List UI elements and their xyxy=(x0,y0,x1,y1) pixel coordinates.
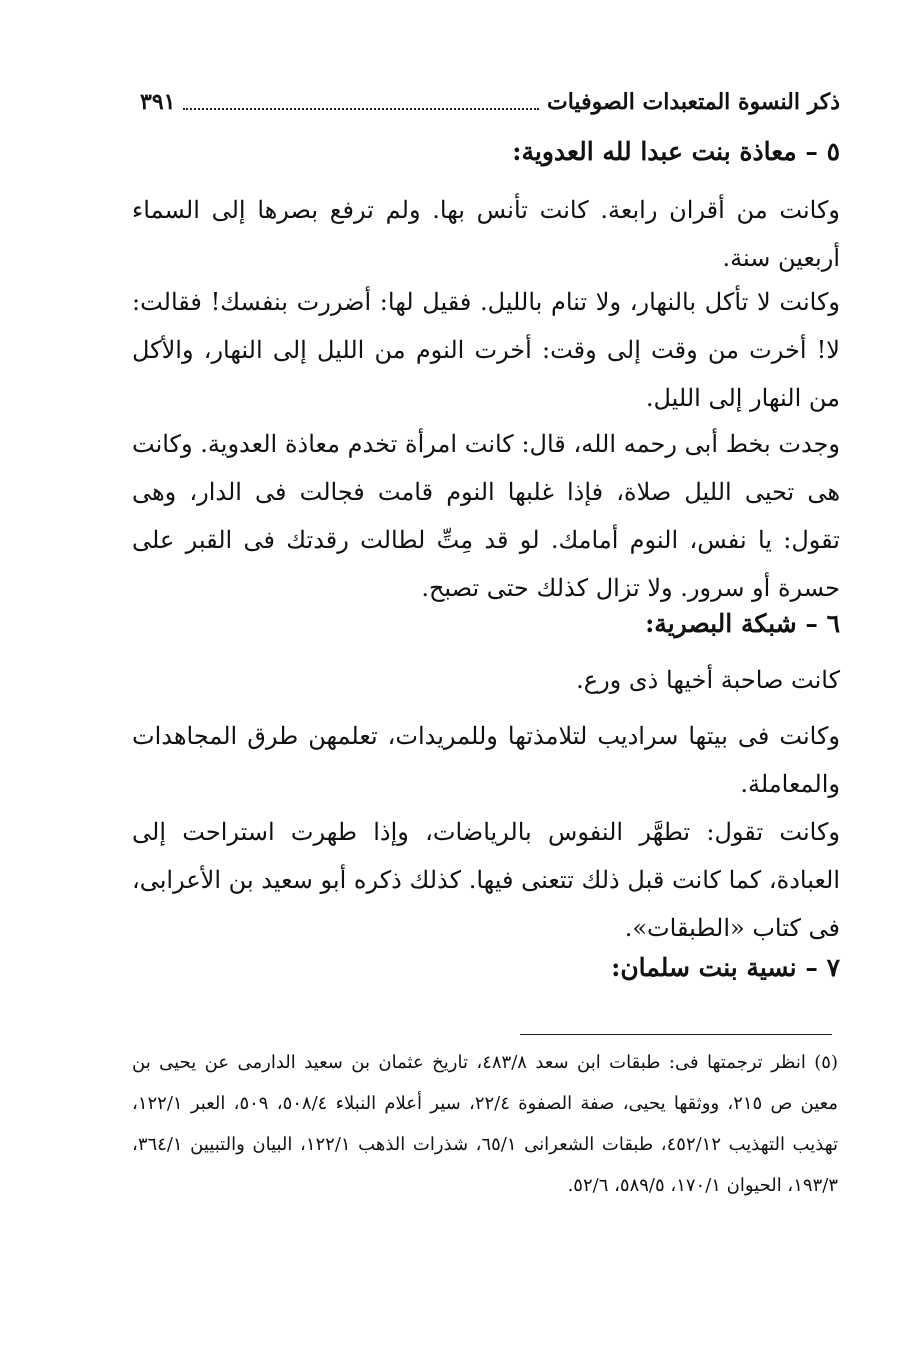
paragraph-6: وكانت تقول: تطهَّر النفوس بالرياضات، وإذا طهرت استراحت إلى العبادة، كما كانت قبل ذلك تتعنى فيها. كذلك ذكره أبو سعيد بن الأعرابى، فى كتاب «الطبقات». xyxy=(132,818,840,942)
paragraph-2: وكانت لا تأكل بالنهار، ولا تنام بالليل. فقيل لها: أضررت بنفسك! فقالت: لا! أخرت من وقت إلى وقت: أخرت النوم من الليل إلى النهار، والأكل من النهار إلى الليل. xyxy=(132,288,840,412)
paragraph-3: وجدت بخط أبى رحمه الله، قال: كانت امرأة تخدم معاذة العدوية. وكانت هى تحيى الليل صلاة، فإذا غلبها النوم قامت فجالت فى الدار، وهى تقول: يا نفس، النوم أمامك. لو قد مِتِّ لطالت رقدتك فى القبر على حسرة أو سرور. ولا تزال كذلك حتى تصبح. xyxy=(132,430,840,602)
footnote-separator xyxy=(520,1034,832,1035)
header-leader-dots xyxy=(183,94,539,110)
footnote: (٥) انظر ترجمتها فى: طبقات ابن سعد ٤٨٣/٨، تاريخ عثمان بن سعيد الدارمى عن يحيى بن معين ص ٢١٥، ووثقها يحيى، صفة الصفوة ٢٢/٤، سير أعلام النبلاء ٥٠٨/٤، ٥٠٩، العبر ١٢٢/١، تهذيب التهذيب ٤٥٢/١٢، طبقات الشعرانى ٦٥/١، شذرات الذهب ١٢٢/١، البيان والتبيين ٣٦٤/١، ١٩٣/٣، الحيوان ١٧٠/١، ٥٨٩/٥، ٥٢/٦. xyxy=(132,1052,838,1196)
paragraph-4: كانت صاحبة أخيها ذى ورع. xyxy=(576,666,840,694)
running-header xyxy=(140,82,840,122)
section-heading-5: ٥ – معاذة بنت عبدا لله العدوية: xyxy=(512,137,840,166)
page-number: ٣٩١ xyxy=(140,89,176,115)
header-title: ذكر النسوة المتعبدات الصوفيات xyxy=(547,89,840,115)
paragraph-5: وكانت فى بيتها سراديب لتلامذتها وللمريدات، تعلمهن طرق المجاهدات والمعاملة. xyxy=(132,722,840,798)
paragraph-1: وكانت من أقران رابعة. كانت تأنس بها. ولم ترفع بصرها إلى السماء أربعين سنة. xyxy=(132,196,840,272)
section-heading-7: ٧ – نسية بنت سلمان: xyxy=(611,953,840,982)
section-heading-6: ٦ – شبكة البصرية: xyxy=(645,609,840,638)
